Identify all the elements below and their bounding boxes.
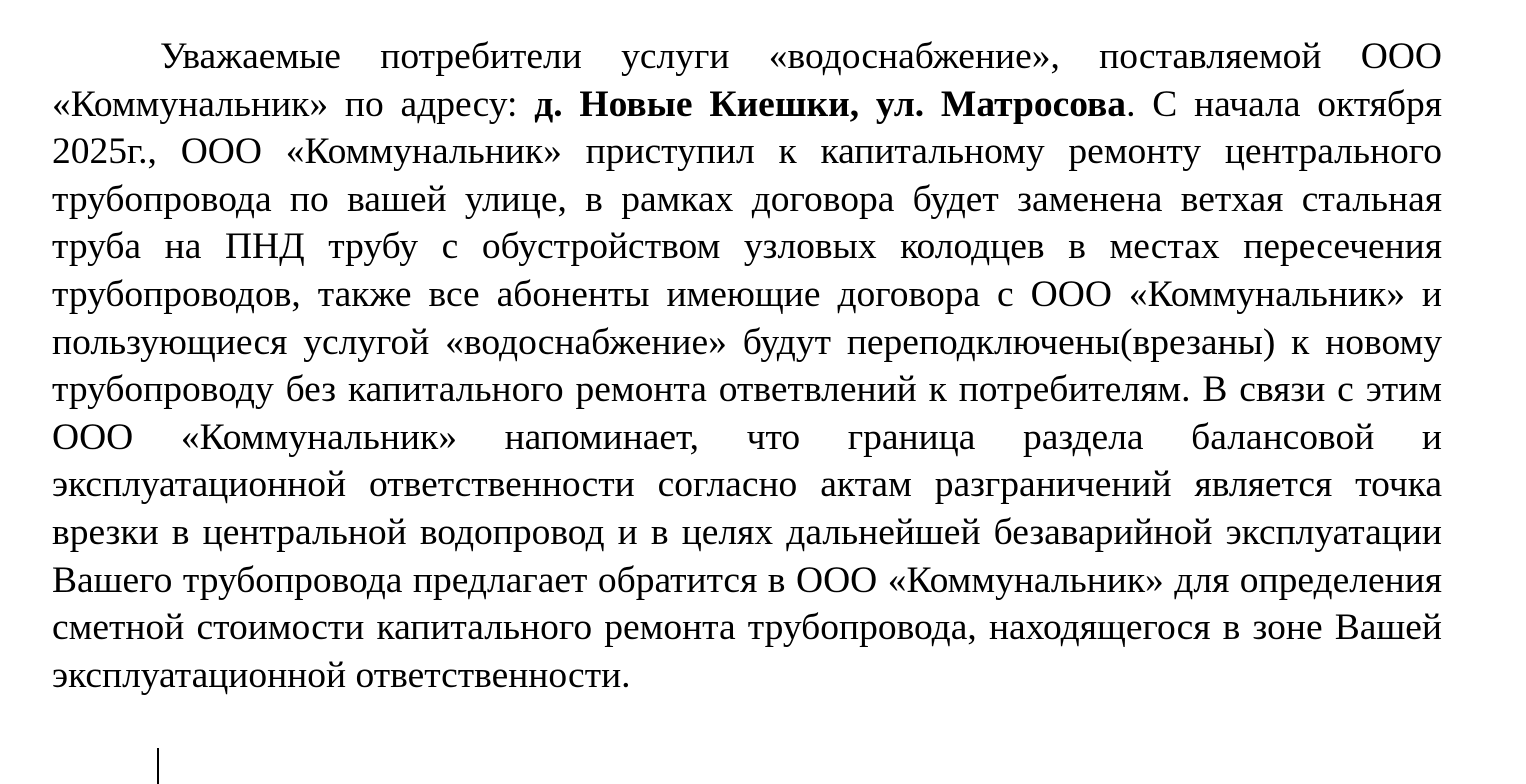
notice-paragraph[interactable]	[52, 33, 1442, 699]
notice-address: д. Новые Киешки, ул. Матросова	[534, 83, 1127, 125]
notice-text-body: . С начала октября 2025г., ООО «Коммунальник» приступил к капитальному ремонту центрального трубопровода по вашей улице, в рамках договора будет заменена ветхая стальная труба на ПНД трубу с обустройством узловых колодцев в местах пересечения трубопроводов, также все абоненты имеющие договора с ООО «Коммунальник» и пользующиеся услугой «водоснабжение» будут переподключены(врезаны) к новому трубопроводу без капитального ремонта ответвлений к потребителям. В связи с этим ООО «Коммунальник» напоминает, что граница раздела балансовой и эксплуатационной ответственности согласно актам разграничений является точка врезки в центральной водопровод и в целях дальнейшей безаварийной эксплуатации Вашего трубопровода предлагает обратится в ООО «Коммунальник» для определения сметной стоимости капитального ремонта трубопровода, находящегося в зоне Вашей эксплуатационной ответственности.	[52, 83, 1442, 696]
notice-text-intro: Уважаемые потребители услуги «водоснабжение», поставляемой ООО «Коммунальник» по адресу:	[52, 36, 1442, 125]
text-cursor	[157, 748, 159, 784]
